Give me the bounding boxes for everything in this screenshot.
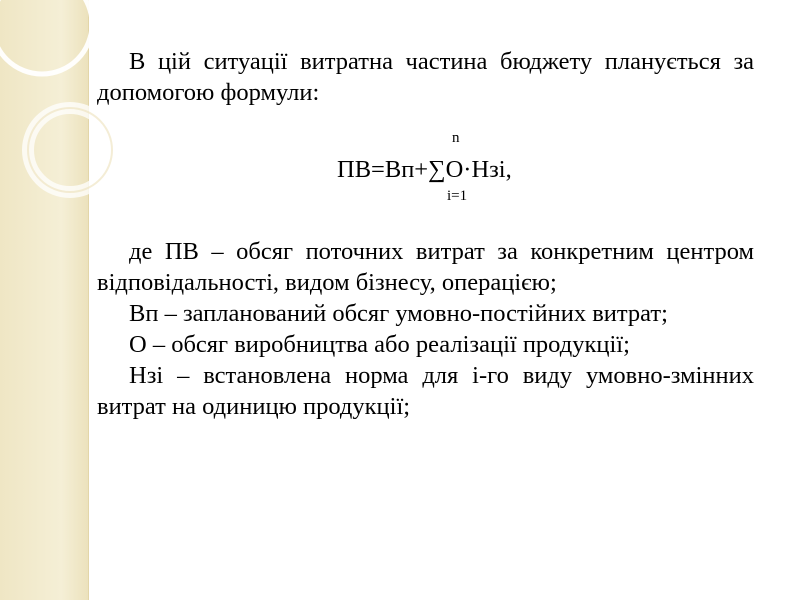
formula-expression: ПВ=Вп+∑О·Нзі, (337, 156, 512, 183)
decorative-ring-top (0, 0, 92, 74)
definition-pv: де ПВ – обсяг поточних витрат за конкретним центром відповідальності, видом бізнесу, операцією; (97, 238, 754, 296)
definition-nzi: Нзі – встановлена норма для і-го виду умовно-змінних витрат на одиницю продукції; (97, 362, 754, 420)
formula-sum-upper-limit: n (452, 130, 460, 146)
slide-content (97, 46, 754, 422)
definition-vp: Вп – запланований обсяг умовно-постійних витрат; (129, 300, 668, 327)
budget-formula (97, 130, 754, 218)
definition-o: О – обсяг виробництва або реалізації продукції; (129, 331, 630, 358)
formula-sum-lower-limit: i=1 (447, 188, 468, 204)
intro-paragraph: В цій ситуації витратна частина бюджету планується за допомогою формули: (97, 48, 754, 106)
